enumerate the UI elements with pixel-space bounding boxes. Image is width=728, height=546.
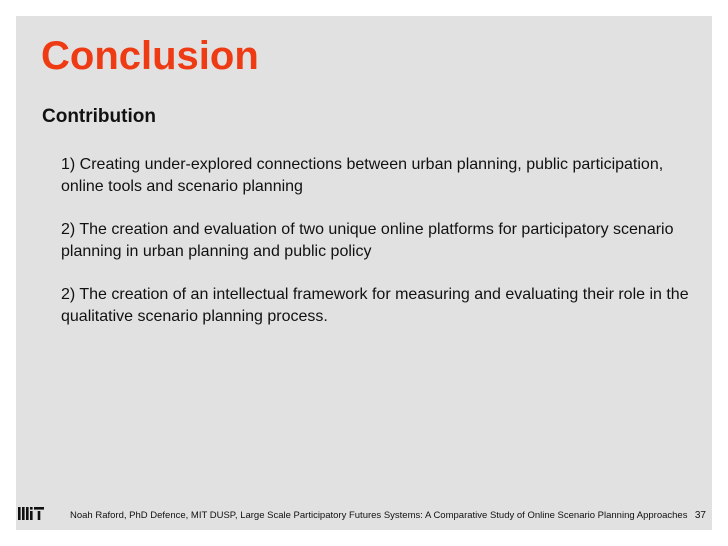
mit-logo-icon (18, 505, 44, 521)
contribution-list (61, 154, 701, 349)
contribution-item: 2) The creation and evaluation of two unique online platforms for participatory scenario planning in urban planning and public policy (61, 221, 674, 260)
slide-footer (16, 508, 712, 528)
page-number: 37 (694, 510, 706, 521)
slide-title: Conclusion (41, 34, 259, 78)
slide (16, 16, 712, 530)
contribution-item: 1) Creating under-explored connections between urban planning, public participation, online tools and scenario planning (61, 156, 664, 195)
slide-subtitle: Contribution (42, 106, 156, 127)
contribution-item: 2) The creation of an intellectual framework for measuring and evaluating their role in the qualitative scenario planning process. (61, 286, 689, 325)
footer-caption: Noah Raford, PhD Defence, MIT DUSP, Large Scale Participatory Futures Systems: A Comparative Study of Online Scenario Planning Approaches (70, 510, 688, 521)
